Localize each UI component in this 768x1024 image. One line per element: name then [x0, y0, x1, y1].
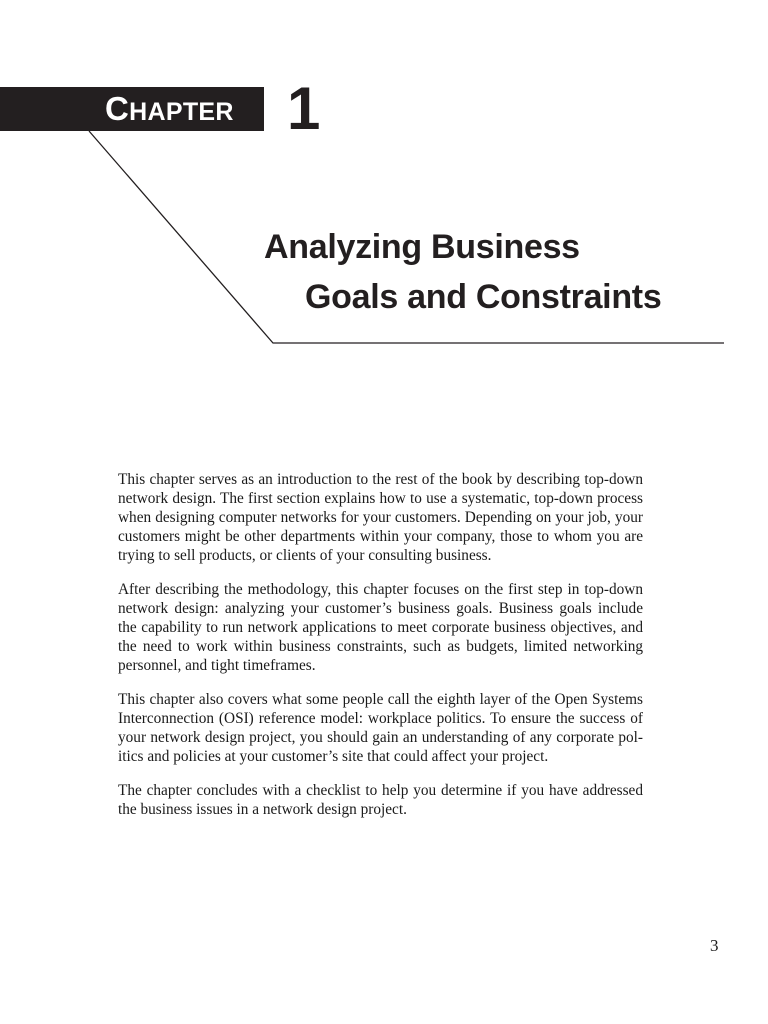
- paragraph: The chapter concludes with a checklist to help you determine if you have addressed the business issues in a network design project.: [118, 782, 643, 818]
- paragraph: After describing the methodology, this chapter focuses on the first step in top-down network design: analyzing your customer’s business goals. Business goals include the capability to run network applications to meet corporate business objectives, and the need to work within business constraints, such as budgets, limited networking personnel, and tight timeframes.: [118, 581, 643, 674]
- chapter-title-line-1: Analyzing Business: [264, 228, 580, 266]
- chapter-number: 1: [287, 75, 321, 142]
- page-number: 3: [710, 936, 719, 955]
- chapter-title-line-2: Goals and Constraints: [305, 278, 662, 316]
- chapter-label-initial: C: [105, 90, 130, 127]
- chapter-label-rest: HAPTER: [129, 98, 234, 126]
- body-text: [118, 470, 643, 834]
- paragraph: This chapter also covers what some people call the eighth layer of the Open Systems Interconnection (OSI) reference model: workplace politics. To ensure the success of your network design project, you should gain an understanding of any corporate politics and policies at your customer’s site that could affect your project.: [118, 691, 643, 765]
- paragraph: This chapter serves as an introduction to the rest of the book by describing top-down network design. The first section explains how to use a systematic, top-down process when designing computer networks for your customers. Depending on your job, your customers might be other departments within your company, those to whom you are trying to sell products, or clients of your consulting business.: [118, 471, 643, 564]
